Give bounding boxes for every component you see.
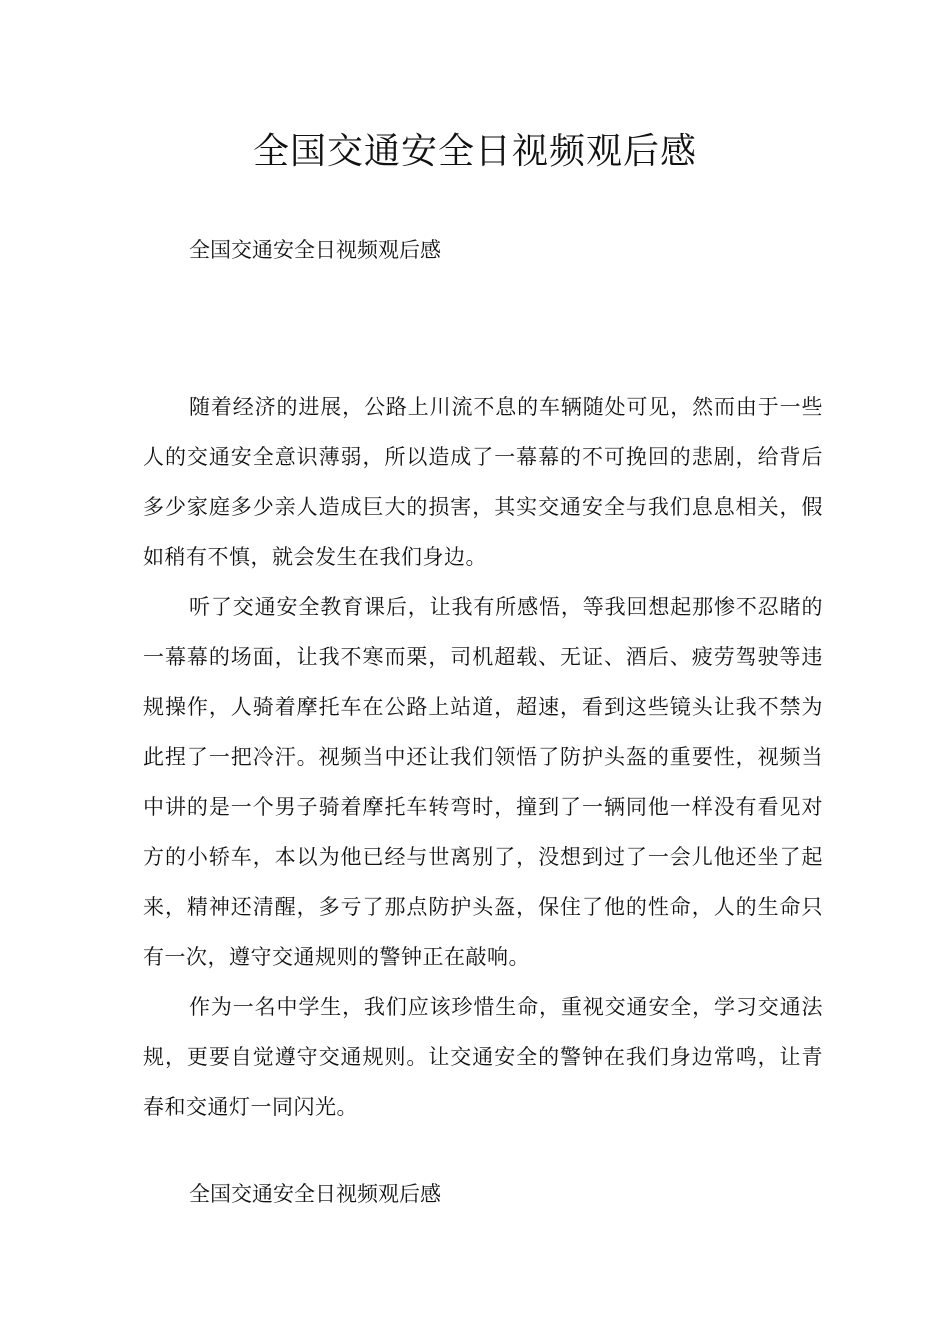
paragraph-1: 随着经济的进展，公路上川流不息的车辆随处可见，然而由于一些人的交通安全意识薄弱，所以造成了一幕幕的不可挽回的悲剧，给背后多少家庭多少亲人造成巨大的损害，其实交通安全与我们息息相关，假如稍有不慎，就会发生在我们身边。 xyxy=(143,395,823,569)
document-body xyxy=(143,382,823,1132)
paragraph-2: 听了交通安全教育课后，让我有所感悟，等我回想起那惨不忍睹的一幕幕的场面，让我不寒而栗，司机超载、无证、酒后、疲劳驾驶等违规操作，人骑着摩托车在公路上站道，超速，看到这些镜头让我不禁为此捏了一把冷汗。视频当中还让我们领悟了防护头盔的重要性，视频当中讲的是一个男子骑着摩托车转弯时，撞到了一辆同他一样没有看见对方的小轿车，本以为他已经与世离别了，没想到过了一会儿他还坐了起来，精神还清醒，多亏了那点防护头盔，保住了他的性命，人的生命只有一次，遵守交通规则的警钟正在敲响。 xyxy=(143,595,823,969)
document-subtitle: 全国交通安全日视频观后感 xyxy=(189,238,441,262)
paragraph-3: 作为一名中学生，我们应该珍惜生命，重视交通安全，学习交通法规，更要自觉遵守交通规则。让交通安全的警钟在我们身边常鸣，让青春和交通灯一同闪光。 xyxy=(143,995,823,1119)
document-title: 全国交通安全日视频观后感 xyxy=(252,131,697,172)
document-footer-line: 全国交通安全日视频观后感 xyxy=(189,1182,441,1206)
